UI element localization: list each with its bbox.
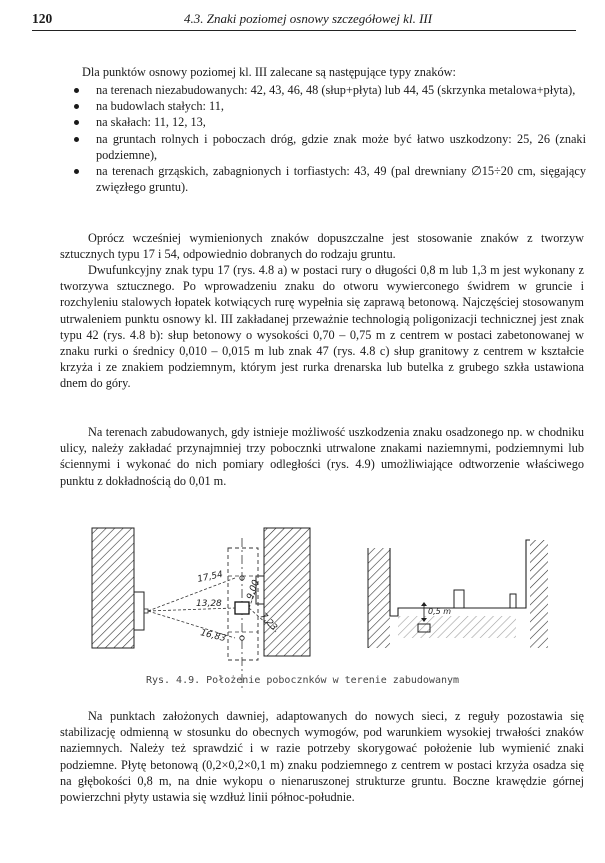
running-header [32, 10, 576, 31]
list-item: na terenach niezabudowanych: 42, 43, 46, 48 (słup+płyta) lub 44, 45 (skrzynka metalowa+płyta), [82, 82, 586, 98]
list-item: na skałach: 11, 12, 13, [82, 114, 586, 130]
right-building [256, 528, 310, 656]
distance-label: 13,28 [196, 599, 222, 609]
bullet-icon [74, 137, 79, 142]
paragraph-3: Na terenach zabudowanych, gdy istnieje możliwość uszkodzenia znaku osadzonego np. w chodniku ulicy, należy zakładać przynajmniej trzy pobocznki utrwalone znakami naziemnymi, podziemnymi lub ściennymi i wykonać do nich pomiary odległości (rys. 4.9) umożliwiające odtworzenie właściwego punktu z dokładnością do 0,01 m. [60, 425, 584, 488]
list-item: na terenach grząskich, zabagnionych i torfiastych: 43, 49 (pal drewniany ∅15÷20 cm, sięgający zwięzłego gruntu). [82, 163, 586, 195]
section-title: 4.3. Znaki poziomej osnowy szczegółowej kl. III [184, 11, 433, 26]
page-number: 120 [32, 11, 53, 26]
bullet-icon [74, 104, 79, 109]
left-wall [92, 528, 148, 648]
paragraph-2: Dwufunkcyjny znak typu 17 (rys. 4.8 a) w postaci rury o długości 0,8 m lub 1,3 m jest wykonany z tworzywa sztucznego. Po wprowadzeniu znaku do otworu wywierconego świdrem w gruncie i rozchyleniu stalowych łopatek kotwiących rurę wypełnia się zaprawą betonową. Najczęściej stosowanym utrwaleniem punktu osnowy kl. III zakładanej przeważnie technologią poligonizacji technicznej jest znak typu 42 (rys. 4.8 b): słup betonowy o wysokości 0,70 – 0,75 m z centrem w postaci zabetonowanej w znaku rurki o średnicy 0,010 – 0,015 m lub znak 47 (rys. 4.8 c) słup granitowy z centrem w kształcie krzyża i ze znakiem podziemnym, którym jest rurka drenarska lub butelka z grubego szkła ustawiona dnem do góry. [60, 263, 584, 391]
bullet-icon [74, 169, 79, 174]
cross-section [368, 540, 548, 648]
sign-type-list [82, 82, 586, 195]
distance-label: 7,23 [257, 611, 279, 633]
bullet-icon [74, 120, 79, 125]
distance-label: 16,83 [199, 628, 227, 645]
list-item: na gruntach rolnych i poboczach dróg, gdzie znak może być łatwo uszkodzony: 25, 26 (znaki podziemne), [82, 131, 586, 163]
distance-label: 9,00 [245, 578, 262, 602]
figure-4-9 [80, 520, 550, 690]
paragraph-4: Na punktach założonych dawniej, adaptowanych do nowych sieci, z reguły pozostawia się stabilizację odmienną w stosunku do obecnych wymogów, pod warunkiem wysokiej trwałości znaków naziemnych. Należy też sprawdzić i w razie potrzeby skorygować położenie lub wymienić znaki podziemne. Płytę betonową (0,2×0,2×0,1 m) znaku podziemnego z centrem w postaci krzyża osadza się na głębokości 0,8 m, na dnie wykopu o nienaruszonej strukturze gruntu. Boczne krawędzie górnej powierzchni płyty ustawia się wzdłuż linii północ-południe. [60, 709, 584, 805]
depth-label: 0,5 m [428, 607, 452, 616]
figure-caption: Rys. 4.9. Położenie pobocznków w terenie zabudowanym [145, 675, 460, 686]
paragraph-1: Oprócz wcześniej wymienionych znaków dopuszczalne jest stosowanie znaków z tworzyw sztucznych typu 17 i 54, odpowiednio dobranych do rodzaju gruntu. [60, 231, 584, 262]
list-item: na budowlach stałych: 11, [82, 98, 586, 114]
intro-text: Dla punktów osnowy poziomej kl. III zalecane są następujące typy znaków: [82, 65, 456, 79]
distance-label: 17,54 [196, 569, 224, 585]
bullet-icon [74, 88, 79, 93]
main-point-marker [235, 602, 249, 614]
